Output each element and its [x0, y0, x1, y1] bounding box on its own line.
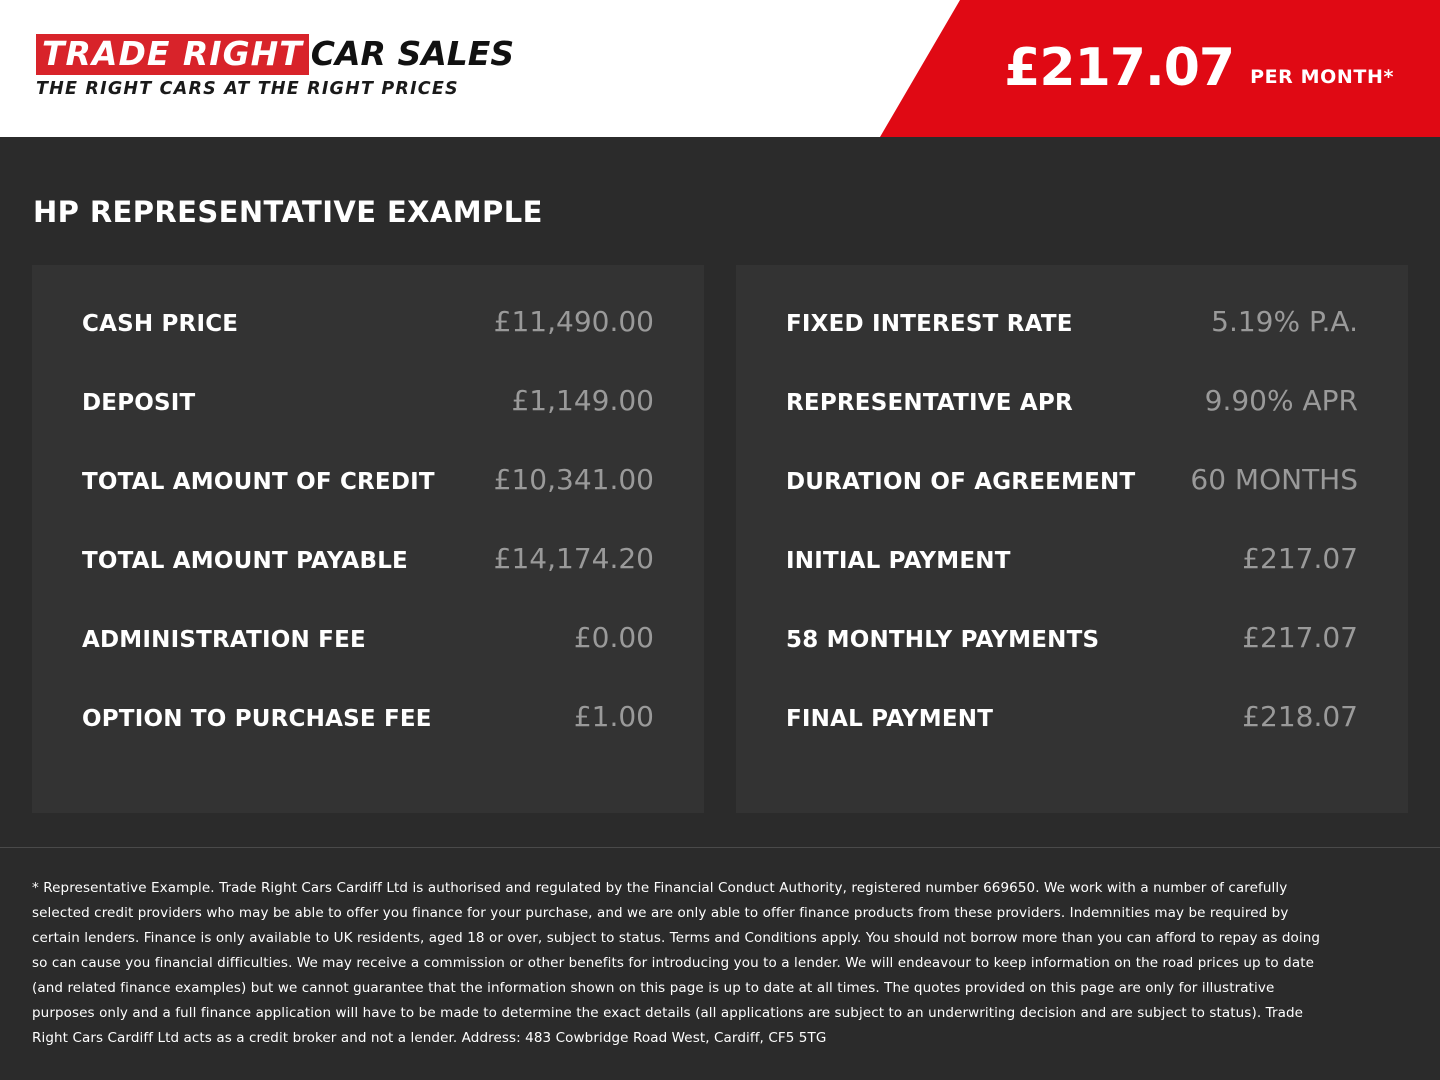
- row-value: £217.07: [1242, 542, 1358, 575]
- row-label: FIXED INTEREST RATE: [786, 311, 1073, 337]
- table-row: [764, 384, 1380, 463]
- disclaimer-text: * Representative Example. Trade Right Cars Cardiff Ltd is authorised and regulated by the Financial Conduct Authority, registered number 669650. We work with a number of carefully selected credit providers who may be able to offer you finance for your purchase, and we are only able to offer finance products from these providers. Indemnities may be required by certain lenders. Finance is only available to UK residents, aged 18 or over, subject to status. Terms and Conditions apply. You should not borrow more than you can afford to repay as doing so can cause you financial difficulties. We may receive a commission or other benefits for introducing you to a lender. We will endeavour to keep information on the road prices up to date (and related finance examples) but we cannot guarantee that the information shown on this page is up to date at all times. The quotes provided on this page are only for illustrative purposes only and a full finance application will have to be made to determine the exact details (all applications are subject to an underwriting decision and are subject to status). Trade Right Cars Cardiff Ltd acts as a credit broker and not a lender. Address: 483 Cowbridge Road West, Cardiff, CF5 5TG: [32, 880, 1321, 1046]
- monthly-price: [1004, 38, 1394, 98]
- row-value: £1,149.00: [511, 384, 654, 417]
- table-row: [60, 384, 676, 463]
- row-label: 58 MONTHLY PAYMENTS: [786, 627, 1100, 653]
- row-value: 9.90% APR: [1204, 384, 1358, 417]
- row-label: FINAL PAYMENT: [786, 706, 994, 732]
- footer-disclaimer: [0, 847, 1440, 1051]
- row-value: £1.00: [573, 700, 654, 733]
- main-content: [0, 195, 1440, 813]
- page-header: [0, 0, 1440, 137]
- table-row: [60, 463, 676, 542]
- table-row: [764, 542, 1380, 621]
- row-value: £0.00: [573, 621, 654, 654]
- table-row: [60, 700, 676, 779]
- price-period-label: PER MONTH*: [1250, 66, 1394, 88]
- logo-brand-rest: CAR SALES: [310, 34, 515, 73]
- row-label: TOTAL AMOUNT OF CREDIT: [82, 469, 435, 495]
- finance-tables: [32, 265, 1408, 813]
- row-label: ADMINISTRATION FEE: [82, 627, 366, 653]
- row-label: INITIAL PAYMENT: [786, 548, 1011, 574]
- finance-table-left: [32, 265, 704, 813]
- table-row: [764, 700, 1380, 779]
- row-value: 5.19% P.A.: [1211, 305, 1358, 338]
- logo-tagline: THE RIGHT CARS AT THE RIGHT PRICES: [36, 79, 459, 99]
- row-value: £11,490.00: [493, 305, 654, 338]
- company-logo: [36, 34, 515, 99]
- row-label: OPTION TO PURCHASE FEE: [82, 706, 432, 732]
- row-label: CASH PRICE: [82, 311, 239, 337]
- row-value: £14,174.20: [493, 542, 654, 575]
- row-value: 60 MONTHS: [1190, 463, 1358, 496]
- row-label: DEPOSIT: [82, 390, 196, 416]
- table-row: [764, 621, 1380, 700]
- row-label: TOTAL AMOUNT PAYABLE: [82, 548, 408, 574]
- logo-wordmark: [36, 34, 515, 75]
- logo-brand-highlight: TRADE RIGHT: [36, 34, 309, 75]
- row-label: REPRESENTATIVE APR: [786, 390, 1073, 416]
- table-row: [60, 621, 676, 700]
- table-row: [764, 305, 1380, 384]
- table-row: [60, 305, 676, 384]
- row-label: DURATION OF AGREEMENT: [786, 469, 1136, 495]
- table-row: [60, 542, 676, 621]
- row-value: £218.07: [1242, 700, 1358, 733]
- row-value: £10,341.00: [493, 463, 654, 496]
- page-title: HP REPRESENTATIVE EXAMPLE: [33, 195, 543, 229]
- table-row: [764, 463, 1380, 542]
- finance-table-right: [736, 265, 1408, 813]
- row-value: £217.07: [1242, 621, 1358, 654]
- price-amount: £217.07: [1004, 38, 1235, 98]
